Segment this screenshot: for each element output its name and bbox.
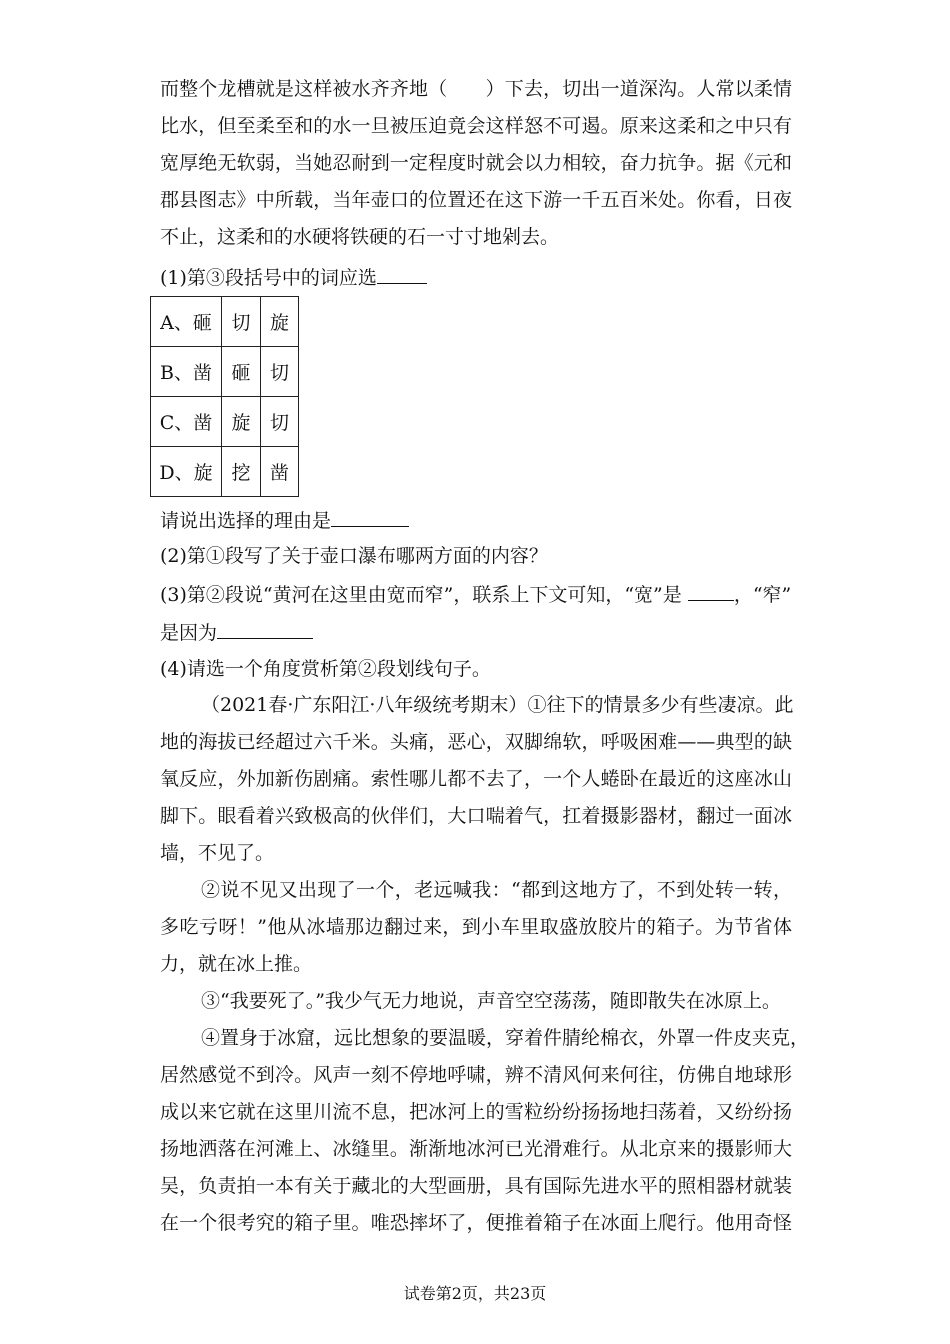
passage2-line: 扬地洒落在河滩上、冰缝里。渐渐地冰河已光滑难行。从北京来的摄影师大: [160, 1138, 792, 1160]
passage2-line: 地的海拔已经超过六千米。头痛，恶心，双脚绵软，呼吸困难——典型的缺: [160, 731, 792, 753]
passage2-line: 氧反应，外加新伤剧痛。索性哪儿都不去了，一个人蜷卧在最近的这座冰山: [160, 768, 792, 790]
reason-text: 请说出选择的理由是: [160, 510, 332, 532]
passage2-line: ③“我要死了。”我少气无力地说，声音空空荡荡，随即散失在冰原上。: [201, 990, 781, 1012]
options-table: [150, 296, 299, 497]
option-label: D、旋: [151, 447, 222, 497]
answer-blank[interactable]: [217, 618, 313, 639]
option-word: 砸: [222, 347, 261, 397]
passage2-line: ②说不见又出现了一个，老远喊我：“都到这地方了，不到处转一转，: [201, 879, 792, 901]
option-word: 旋: [261, 297, 299, 347]
passage-line: 不止，这柔和的水硬将铁硬的石一寸寸地剁去。: [160, 226, 560, 248]
question-1-text: (1)第③段括号中的词应选: [160, 267, 377, 289]
question-2: (2)第①段写了关于壶口瀑布哪两方面的内容？: [160, 545, 548, 567]
passage2-line: 脚下。眼看着兴致极高的伙伴们，大口喘着气，扛着摄影器材，翻过一面冰: [160, 805, 792, 827]
option-row[interactable]: [151, 297, 299, 347]
question-3: [160, 580, 791, 609]
option-word: 切: [261, 347, 299, 397]
question-3-text-c: 是因为: [160, 622, 218, 644]
answer-blank[interactable]: [377, 263, 427, 284]
passage2-line: 居然感觉不到冷。风声一刻不停地呼啸，辨不清风何来何往，仿佛自地球形: [160, 1064, 792, 1086]
answer-blank[interactable]: [688, 580, 734, 601]
passage-line: 而整个龙槽就是这样被水齐齐地（ ）下去，切出一道深沟。人常以柔情: [160, 78, 792, 100]
option-word: 切: [261, 397, 299, 447]
answer-blank[interactable]: [331, 506, 409, 527]
question-3-text-b: ，“窄”: [733, 584, 792, 606]
question-3-continued: [160, 618, 313, 647]
page-footer: 试卷第2页，共23页: [403, 1284, 547, 1303]
passage2-line: 在一个很考究的箱子里。唯恐摔坏了，便推着箱子在冰面上爬行。他用奇怪: [160, 1212, 792, 1234]
passage2-line: 多吃亏呀！”他从冰墙那边翻过来，到小车里取盛放胶片的箱子。为节省体: [160, 916, 792, 938]
passage2-line: 墙，不见了。: [160, 842, 275, 864]
passage2-first-line: [201, 691, 792, 719]
option-label: A、砸: [151, 297, 222, 347]
option-label: C、凿: [151, 397, 222, 447]
option-word: 凿: [261, 447, 299, 497]
option-word: 旋: [222, 397, 261, 447]
option-word: 挖: [222, 447, 261, 497]
passage2-line: ①往下的情景多少有些凄凉。此: [527, 694, 794, 716]
question-3-text: (3)第②段说“黄河在这里由宽而窄”，联系上下文可知，“宽”是: [160, 584, 682, 606]
question-1: [160, 263, 427, 292]
reason-prompt: [160, 506, 409, 535]
passage2-line: 成以来它就在这里川流不息，把冰河上的雪粒纷纷扬扬地扫荡着，又纷纷扬: [160, 1101, 792, 1123]
passage2-line: ④置身于冰窟，远比想象的要温暖，穿着件腈纶棉衣，外罩一件皮夹克，: [201, 1027, 810, 1049]
passage-line: 郡县图志》中所载，当年壶口的位置还在这下游一千五百米处。你看，日夜: [160, 189, 792, 211]
option-word: 切: [222, 297, 261, 347]
option-row[interactable]: [151, 397, 299, 447]
passage2-source: （2021春·广东阳江·八年级统考期末）: [201, 694, 528, 716]
passage-line: 宽厚绝无软弱，当她忍耐到一定程度时就会以力相较，奋力抗争。据《元和: [160, 152, 792, 174]
passage-line: 比水，但至柔至和的水一旦被压迫竟会这样怒不可遏。原来这柔和之中只有: [160, 115, 792, 137]
option-row[interactable]: [151, 447, 299, 497]
option-label: B、凿: [151, 347, 222, 397]
passage2-line: 吴，负责拍一本有关于藏北的大型画册，具有国际先进水平的照相器材就装: [160, 1175, 792, 1197]
option-row[interactable]: [151, 347, 299, 397]
question-4: (4)请选一个角度赏析第②段划线句子。: [160, 658, 491, 680]
passage2-line: 力，就在冰上推。: [160, 953, 313, 975]
